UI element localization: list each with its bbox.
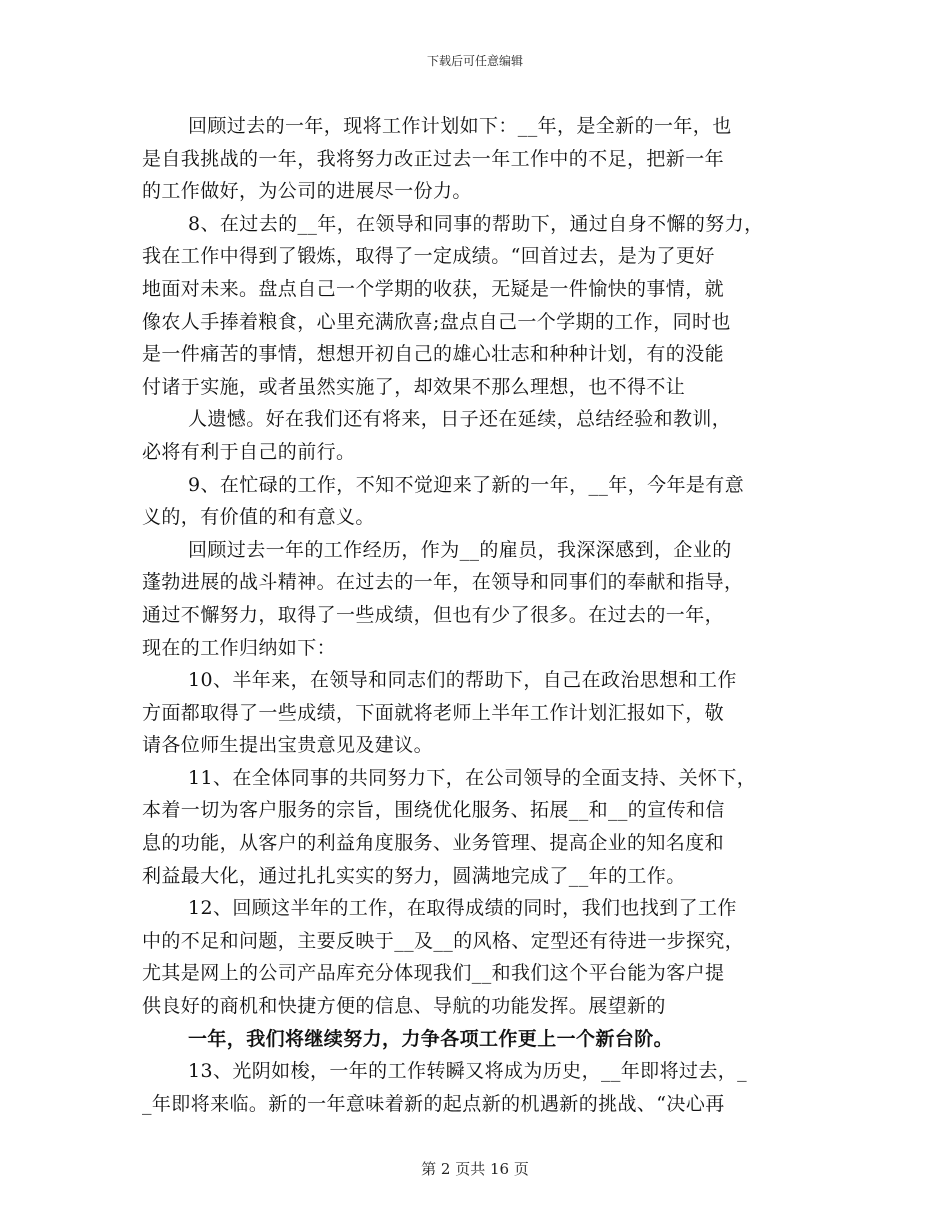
text-line: 13、光阴如梭，一年的工作转瞬又将成为历史，__年即将过去，_ (188, 1060, 748, 1083)
text-line: 必将有利于自己的前行。 (142, 440, 356, 463)
text-line: 我在工作中得到了锻炼，取得了一定成绩。“回首过去，是为了更好 (142, 245, 715, 268)
text-line: 通过不懈努力，取得了一些成绩，但也有少了很多。在过去的一年， (142, 603, 725, 626)
text-line: 10、半年来，在领导和同志们的帮助下，自己在政治思想和工作 (188, 669, 737, 692)
text-line: 人遗憾。好在我们还有将来，日子还在延续，总结经验和教训， (188, 408, 732, 431)
text-line: 是一件痛苦的事情，想想开初自己的雄心壮志和种种计划，有的没能 (142, 343, 725, 366)
text-line: 中的不足和问题，主要反映于__及__的风格、定型还有待进一步探究， (142, 929, 745, 952)
text-line: 利益最大化，通过扎扎实实的努力，圆满地完成了__年的工作。 (142, 864, 686, 887)
text-line: 9、在忙碌的工作，不知不觉迎来了新的一年，__年，今年是有意 (188, 473, 745, 496)
page-footer: 第 2 页共 16 页 (421, 1160, 529, 1178)
text-line: 像农人手捧着粮食，心里充满欣喜;盘点自己一个学期的工作，同时也 (142, 310, 731, 333)
text-line: 11、在全体同事的共同努力下，在公司领导的全面支持、关怀下， (188, 766, 757, 789)
page-header: 下载后可任意编辑 (426, 54, 523, 68)
text-line: 义的，有价值的和有意义。 (142, 506, 375, 529)
text-line: 地面对未来。盘点自己一个学期的收获，无疑是一件愉快的事情，就 (142, 277, 725, 300)
text-line: 息的功能，从客户的利益角度服务、业务管理、提高企业的知名度和 (142, 832, 725, 855)
text-line: 方面都取得了一些成绩，下面就将老师上半年工作计划汇报如下，敬 (142, 701, 725, 724)
text-line: 是自我挑战的一年，我将努力改正过去一年工作中的不足，把新一年 (142, 147, 725, 170)
text-line: 12、回顾这半年的工作，在取得成绩的同时，我们也找到了工作 (188, 897, 737, 920)
text-line: 付诸于实施，或者虽然实施了，却效果不那么理想，也不得不让 (142, 375, 686, 398)
text-line: 蓬勃进展的战斗精神。在过去的一年，在领导和同事们的奉献和指导， (142, 571, 744, 594)
text-line: 一年，我们将继续努力，力争各项工作更上一个新台阶。 (188, 1027, 674, 1050)
text-line: 请各位师生提出宝贵意见及建议。 (142, 734, 434, 757)
document-body (142, 110, 812, 1120)
text-line: 8、在过去的__年，在领导和同事的帮助下，通过自身不懈的努力， (188, 212, 764, 235)
text-line: 现在的工作归纳如下： (142, 636, 337, 659)
text-line: 的工作做好，为公司的进展尽一份力。 (142, 180, 472, 203)
text-line: 本着一切为客户服务的宗旨，围绕优化服务、拓展__和__的宣传和信 (142, 799, 725, 822)
text-line: 回顾过去一年的工作经历，作为__的雇员，我深深感到，企业的 (188, 538, 732, 561)
text-line: 尤其是网上的公司产品库充分体现我们__和我们这个平台能为客户提 (142, 962, 725, 985)
text-line: 回顾过去的一年，现将工作计划如下：__年，是全新的一年，也 (188, 115, 732, 137)
text-line: _年即将来临。新的一年意味着新的起点新的机遇新的挑战、“决心再 (142, 1092, 725, 1115)
text-line: 供良好的商机和快捷方便的信息、导航的功能发挥。展望新的 (142, 995, 666, 1018)
